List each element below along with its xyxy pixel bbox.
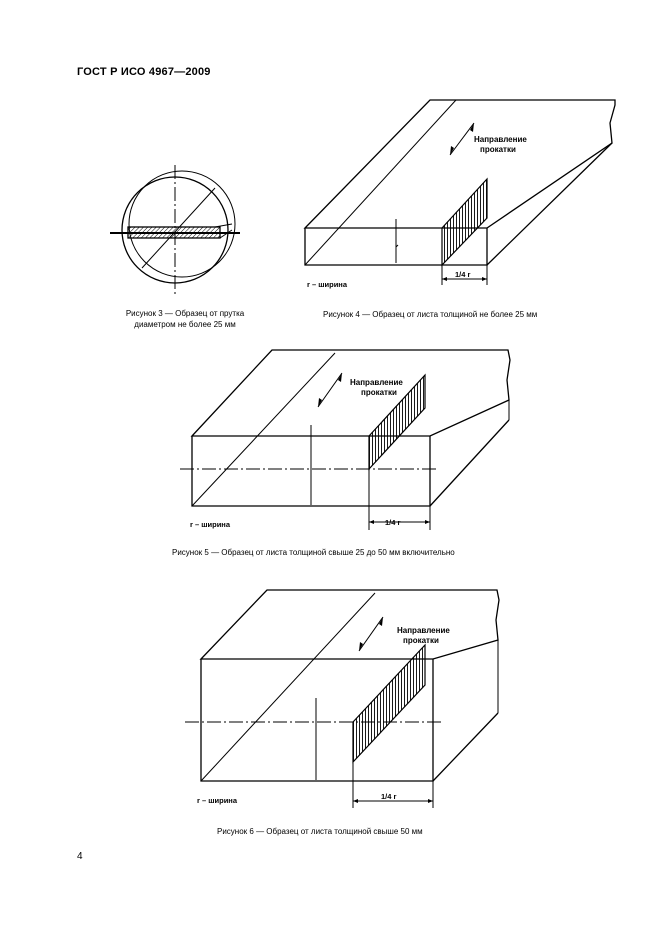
figure-5-plate-drawing: [180, 345, 520, 535]
plate-top-face: [201, 590, 499, 659]
figure-5-caption: Рисунок 5 — Образец от листа толщиной свыше 25 до 50 мм включительно: [172, 548, 455, 557]
specimen-hatched-plane: [353, 645, 425, 762]
fig4-width-label: r – ширина: [307, 280, 348, 289]
fig4-direction-label-line1: Направление: [474, 135, 527, 144]
figure-3-bar-drawing: [100, 160, 250, 290]
fig5-direction-label-line1: Направление: [350, 378, 403, 387]
document-header: ГОСТ Р ИСО 4967—2009: [77, 66, 211, 78]
fig6-direction-label-line1: Направление: [397, 626, 450, 635]
fig4-direction-label-line2: прокатки: [480, 145, 516, 154]
figure-3-caption: [90, 309, 280, 329]
fig6-width-label: r – ширина: [197, 796, 238, 805]
plate-top-face: [192, 350, 510, 436]
fig6-direction-label-line2: прокатки: [403, 636, 439, 645]
figure-4-plate-drawing: [300, 95, 620, 295]
fig5-width-label: r – ширина: [190, 520, 231, 529]
figure-3-caption-line-2: диаметром не более 25 мм: [134, 320, 236, 329]
figure-4-caption: Рисунок 4 — Образец от листа толщиной не более 25 мм: [323, 310, 538, 319]
fig5-direction-label-line2: прокатки: [361, 388, 397, 397]
figure-6-caption: Рисунок 6 — Образец от листа толщиной свыше 50 мм: [217, 827, 423, 836]
specimen-hatched-plane: [442, 179, 487, 265]
figure-3-caption-line-1: Рисунок 3 — Образец от прутка: [125, 309, 245, 318]
page-number: 4: [77, 851, 83, 862]
fig6-quarter-label: 1/4 r: [381, 792, 397, 801]
fig4-quarter-label: 1/4 r: [455, 270, 471, 279]
fig5-quarter-label: 1/4 r: [385, 518, 401, 527]
figure-6-plate-drawing: [185, 585, 515, 815]
